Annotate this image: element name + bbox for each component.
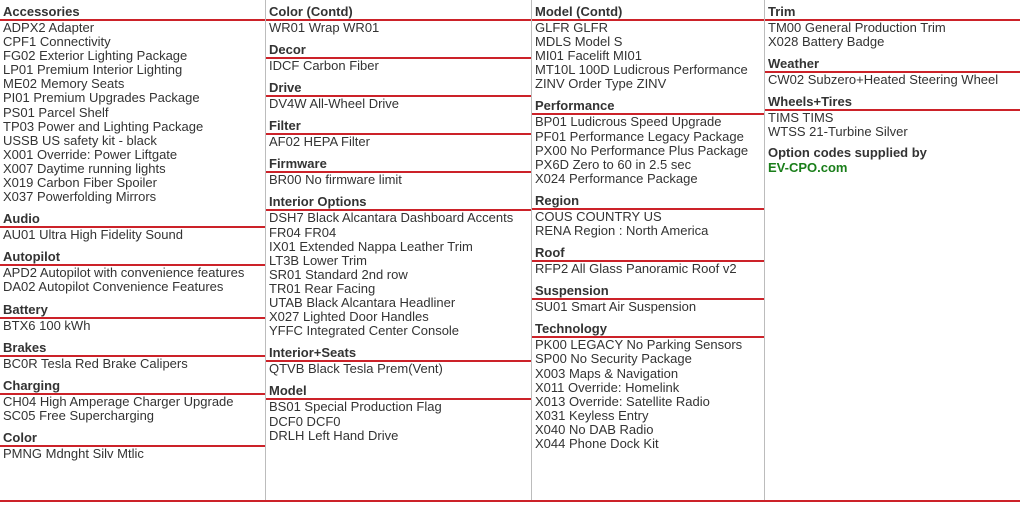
section-heading: Charging xyxy=(0,378,265,395)
option-code-item: DA02 Autopilot Convenience Features xyxy=(3,279,224,295)
option-code-item: SC05 Free Supercharging xyxy=(3,407,155,423)
option-code-item: X044 Phone Dock Kit xyxy=(535,435,659,451)
section-heading: Decor xyxy=(266,42,531,59)
option-code-item: COUS COUNTRY US xyxy=(535,208,662,224)
option-code-item: WTSS 21-Turbine Silver xyxy=(768,124,908,140)
column-3 xyxy=(532,0,765,501)
option-code-item: TR01 Rear Facing xyxy=(269,280,376,296)
option-section xyxy=(0,430,265,461)
section-heading: Roof xyxy=(532,245,764,262)
option-section xyxy=(765,56,1020,87)
option-code-item: X019 Carbon Fiber Spoiler xyxy=(3,175,157,191)
option-code-item: LP01 Premium Interior Lighting xyxy=(3,62,183,78)
option-code-item: PI01 Premium Upgrades Package xyxy=(3,90,200,106)
option-code-item: X024 Performance Package xyxy=(535,170,698,186)
option-section xyxy=(266,156,531,187)
option-code-item: X007 Daytime running lights xyxy=(3,160,166,176)
option-code-item: GLFR GLFR xyxy=(535,20,608,35)
option-code-item: RFP2 All Glass Panoramic Roof v2 xyxy=(535,261,737,277)
option-code-item: DV4W All-Wheel Drive xyxy=(269,96,400,112)
section-heading: Accessories xyxy=(0,4,265,21)
option-section xyxy=(0,211,265,242)
option-code-item: SR01 Standard 2nd row xyxy=(269,266,408,282)
option-section xyxy=(0,249,265,294)
column-4-sections xyxy=(765,0,1020,139)
option-code-item: AU01 Ultra High Fidelity Sound xyxy=(3,227,183,243)
option-code-item: AF02 HEPA Filter xyxy=(269,134,370,150)
option-code-item: MT10L 100D Ludicrous Performance xyxy=(535,62,748,78)
option-section xyxy=(765,94,1020,139)
column-2-sections xyxy=(266,0,531,443)
section-heading: Wheels+Tires xyxy=(765,94,1020,111)
section-heading: Region xyxy=(532,193,764,210)
option-code-item: X011 Override: Homelink xyxy=(535,379,680,395)
option-section xyxy=(0,302,265,333)
section-heading: Weather xyxy=(765,56,1020,73)
option-code-item: X001 Override: Power Liftgate xyxy=(3,146,178,162)
option-code-item: DCF0 DCF0 xyxy=(269,413,341,429)
option-code-item: YFFC Integrated Center Console xyxy=(269,323,460,339)
section-heading: Autopilot xyxy=(0,249,265,266)
option-section xyxy=(532,245,764,276)
option-code-item: PX00 No Performance Plus Package xyxy=(535,142,749,158)
bottom-rule xyxy=(0,500,1020,502)
option-section xyxy=(266,42,531,73)
option-code-item: PK00 LEGACY No Parking Sensors xyxy=(535,337,743,353)
option-code-item: PMNG Mdnght Silv Mtlic xyxy=(3,445,144,461)
section-heading: Filter xyxy=(266,118,531,135)
section-heading: Audio xyxy=(0,211,265,228)
column-4 xyxy=(765,0,1020,501)
option-code-item: LT3B Lower Trim xyxy=(269,252,368,268)
option-code-item: PS01 Parcel Shelf xyxy=(3,104,109,120)
option-code-item: X003 Maps & Navigation xyxy=(535,365,679,381)
option-code-item: X037 Powerfolding Mirrors xyxy=(3,189,157,205)
option-code-item: X013 Override: Satellite Radio xyxy=(535,393,710,409)
option-section xyxy=(532,193,764,238)
option-code-item: TP03 Power and Lighting Package xyxy=(3,118,204,134)
option-code-item: DRLH Left Hand Drive xyxy=(269,427,399,443)
option-section xyxy=(765,4,1020,49)
option-code-item: CW02 Subzero+Heated Steering Wheel xyxy=(768,72,999,88)
option-code-item: X040 No DAB Radio xyxy=(535,421,654,437)
section-heading: Model (Contd) xyxy=(532,4,764,21)
option-code-item: BS01 Special Production Flag xyxy=(269,399,442,415)
option-code-item: FG02 Exterior Lighting Package xyxy=(3,48,188,64)
option-code-item: PF01 Performance Legacy Package xyxy=(535,128,744,144)
option-section xyxy=(0,340,265,371)
option-code-item: QTVB Black Tesla Prem(Vent) xyxy=(269,361,443,377)
option-code-item: SU01 Smart Air Suspension xyxy=(535,299,697,315)
option-code-item: BC0R Tesla Red Brake Calipers xyxy=(3,355,188,371)
option-code-item: IX01 Extended Nappa Leather Trim xyxy=(269,238,473,254)
option-code-item: MDLS Model S xyxy=(535,34,623,50)
option-code-item: TM00 General Production Trim xyxy=(768,20,946,35)
column-2 xyxy=(266,0,532,501)
option-section xyxy=(266,80,531,111)
section-heading: Firmware xyxy=(266,156,531,173)
option-section xyxy=(266,345,531,376)
option-section xyxy=(266,194,531,338)
section-heading: Brakes xyxy=(0,340,265,357)
section-heading: Trim xyxy=(765,4,1020,21)
option-code-item: SP00 No Security Package xyxy=(535,351,692,367)
section-heading: Technology xyxy=(532,321,764,338)
option-section xyxy=(0,4,265,204)
section-heading: Drive xyxy=(266,80,531,97)
option-code-item: X027 Lighted Door Handles xyxy=(269,309,429,325)
option-code-item: ZINV Order Type ZINV xyxy=(535,76,667,92)
option-code-item: DSH7 Black Alcantara Dashboard Accents xyxy=(269,210,514,226)
section-heading: Battery xyxy=(0,302,265,319)
section-heading: Color xyxy=(0,430,265,447)
option-code-item: X031 Keyless Entry xyxy=(535,407,649,423)
option-section xyxy=(532,283,764,314)
section-heading: Performance xyxy=(532,98,764,115)
option-section xyxy=(266,4,531,35)
option-code-item: IDCF Carbon Fiber xyxy=(269,58,379,74)
option-code-item: BTX6 100 kWh xyxy=(3,317,91,333)
option-section xyxy=(532,4,764,91)
option-code-item: PX6D Zero to 60 in 2.5 sec xyxy=(535,156,692,172)
option-code-item: WR01 Wrap WR01 xyxy=(269,20,380,35)
column-1 xyxy=(0,0,266,501)
source-note-text: Option codes supplied by xyxy=(768,145,927,161)
section-heading: Color (Contd) xyxy=(266,4,531,21)
option-code-item: BP01 Ludicrous Speed Upgrade xyxy=(535,114,722,130)
option-code-item: APD2 Autopilot with convenience features xyxy=(3,265,245,281)
option-code-item: ME02 Memory Seats xyxy=(3,76,125,92)
option-code-item: FR04 FR04 xyxy=(269,224,337,240)
option-code-item: ADPX2 Adapter xyxy=(3,20,95,35)
option-code-item: UTAB Black Alcantara Headliner xyxy=(269,295,456,311)
option-code-item: CPF1 Connectivity xyxy=(3,34,111,50)
option-code-item: CH04 High Amperage Charger Upgrade xyxy=(3,393,234,409)
option-section xyxy=(532,321,764,451)
option-section xyxy=(266,383,531,442)
option-code-item: MI01 Facelift MI01 xyxy=(535,48,642,64)
source-note xyxy=(765,145,1020,175)
option-section xyxy=(532,98,764,185)
option-code-item: TIMS TIMS xyxy=(768,110,834,126)
section-heading: Interior+Seats xyxy=(266,345,531,362)
column-1-sections xyxy=(0,0,265,461)
option-section xyxy=(0,378,265,423)
option-code-item: RENA Region : North America xyxy=(535,223,709,239)
column-3-sections xyxy=(532,0,764,451)
option-section xyxy=(266,118,531,149)
section-heading: Suspension xyxy=(532,283,764,300)
section-heading: Interior Options xyxy=(266,194,531,211)
source-site-link[interactable]: EV-CPO.com xyxy=(768,160,848,176)
option-code-item: X028 Battery Badge xyxy=(768,34,885,50)
option-code-item: BR00 No firmware limit xyxy=(269,172,402,188)
option-code-item: USSB US safety kit - black xyxy=(3,132,157,148)
section-heading: Model xyxy=(266,383,531,400)
